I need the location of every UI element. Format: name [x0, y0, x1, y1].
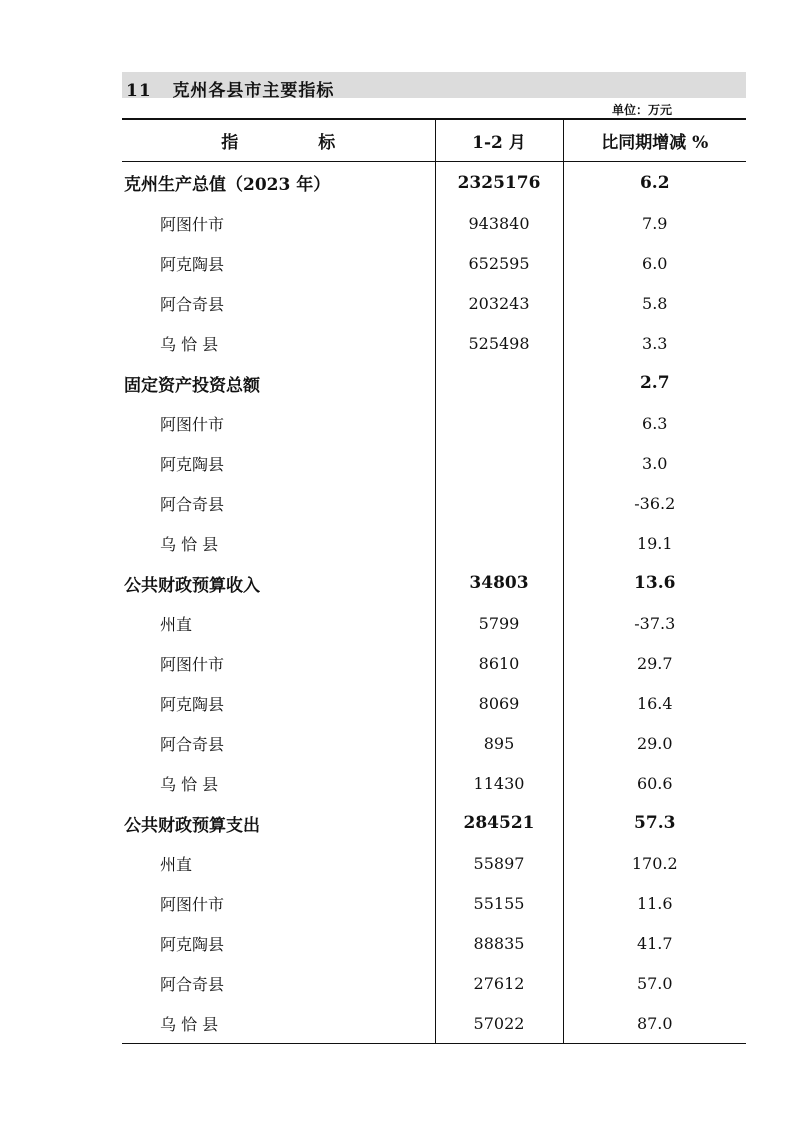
- table-row: [122, 963, 746, 1003]
- row-name: 州直: [122, 843, 435, 883]
- row-name: 公共财政预算支出: [122, 803, 435, 843]
- row-value: 55155: [435, 883, 563, 923]
- row-value: 943840: [435, 203, 563, 243]
- header-change: 比同期增减 %: [563, 119, 746, 162]
- row-value: 55897: [435, 843, 563, 883]
- category-row: [122, 563, 746, 603]
- row-name: 阿图什市: [122, 203, 435, 243]
- row-value: 8610: [435, 643, 563, 683]
- table-row: [122, 323, 746, 363]
- table-row: [122, 1003, 746, 1044]
- table-row: [122, 243, 746, 283]
- unit-label: 单位：万元: [612, 103, 673, 117]
- row-change: 60.6: [636, 773, 673, 793]
- row-change: 11.6: [636, 893, 673, 913]
- row-name: 阿图什市: [122, 883, 435, 923]
- header-row: [122, 119, 746, 162]
- row-name: 克州生产总值（2023 年）: [122, 162, 435, 204]
- row-change: 6.2: [639, 172, 670, 193]
- row-value: 525498: [435, 323, 563, 363]
- row-value: [435, 483, 563, 523]
- table-row: [122, 483, 746, 523]
- table-row: [122, 203, 746, 243]
- row-value: 5799: [435, 603, 563, 643]
- indicators-table: [122, 118, 746, 1044]
- row-name: 阿合奇县: [122, 723, 435, 763]
- table-row: [122, 283, 746, 323]
- table-row: [122, 603, 746, 643]
- row-value: 57022: [435, 1003, 563, 1044]
- category-row: [122, 162, 746, 204]
- row-name: 阿图什市: [122, 643, 435, 683]
- row-name: 阿合奇县: [122, 963, 435, 1003]
- table-row: [122, 643, 746, 683]
- row-value: 34803: [435, 563, 563, 603]
- table-row: [122, 403, 746, 443]
- row-name: 阿克陶县: [122, 923, 435, 963]
- row-change: 16.4: [636, 693, 673, 713]
- row-change: -37.3: [634, 613, 676, 633]
- row-change: 57.3: [634, 813, 676, 833]
- row-value: [435, 523, 563, 563]
- category-row: [122, 803, 746, 843]
- table-row: [122, 763, 746, 803]
- table-row: [122, 883, 746, 923]
- row-change: 19.1: [636, 533, 673, 553]
- row-value: 895: [435, 723, 563, 763]
- row-change: 6.3: [642, 413, 668, 433]
- table-title: [126, 76, 334, 101]
- table-title-bar: [122, 72, 746, 101]
- row-change: 29.0: [636, 733, 673, 753]
- row-name: 固定资产投资总额: [122, 363, 435, 403]
- row-value: [435, 363, 563, 403]
- row-change: 7.9: [642, 213, 668, 233]
- category-row: [122, 363, 746, 403]
- row-change: 3.3: [642, 333, 668, 353]
- table-row: [122, 923, 746, 963]
- row-value: 27612: [435, 963, 563, 1003]
- row-change: 57.0: [636, 973, 673, 993]
- row-name: 乌 恰 县: [122, 523, 435, 563]
- row-change: -36.2: [634, 493, 676, 513]
- row-value: 284521: [435, 803, 563, 843]
- row-value: 11430: [435, 763, 563, 803]
- table-title-text: 克州各县市主要指标: [172, 81, 335, 101]
- row-name: 阿图什市: [122, 403, 435, 443]
- table-row: [122, 523, 746, 563]
- row-name: 阿合奇县: [122, 483, 435, 523]
- row-name: 阿克陶县: [122, 243, 435, 283]
- header-indicator: [122, 119, 435, 162]
- row-change: 3.0: [642, 453, 668, 473]
- row-value: 8069: [435, 683, 563, 723]
- row-value: 203243: [435, 283, 563, 323]
- table-row: [122, 683, 746, 723]
- table-number: 11: [126, 81, 152, 101]
- row-name: 乌 恰 县: [122, 1003, 435, 1044]
- row-value: 652595: [435, 243, 563, 283]
- header-period: 1-2 月: [435, 119, 563, 162]
- header-indicator-right: 标: [318, 133, 336, 153]
- row-value: 2325176: [435, 162, 563, 204]
- row-change: 170.2: [631, 853, 678, 873]
- row-name: 阿克陶县: [122, 443, 435, 483]
- row-change: 87.0: [563, 1003, 746, 1044]
- row-name: 公共财政预算收入: [122, 563, 435, 603]
- row-name: 乌 恰 县: [122, 323, 435, 363]
- row-change: 6.0: [642, 253, 668, 273]
- row-value: 88835: [435, 923, 563, 963]
- row-name: 阿克陶县: [122, 683, 435, 723]
- table-body: [122, 162, 746, 1044]
- row-change: 5.8: [642, 293, 668, 313]
- table-row: [122, 723, 746, 763]
- row-name: 州直: [122, 603, 435, 643]
- row-name: 乌 恰 县: [122, 763, 435, 803]
- table-row: [122, 843, 746, 883]
- header-indicator-left: 指: [221, 133, 239, 153]
- row-change: 2.7: [639, 373, 670, 393]
- row-change: 41.7: [636, 933, 673, 953]
- row-name: 阿合奇县: [122, 283, 435, 323]
- row-change: 13.6: [634, 573, 676, 593]
- table-row: [122, 443, 746, 483]
- row-value: [435, 443, 563, 483]
- row-change: 29.7: [636, 653, 673, 673]
- row-value: [435, 403, 563, 443]
